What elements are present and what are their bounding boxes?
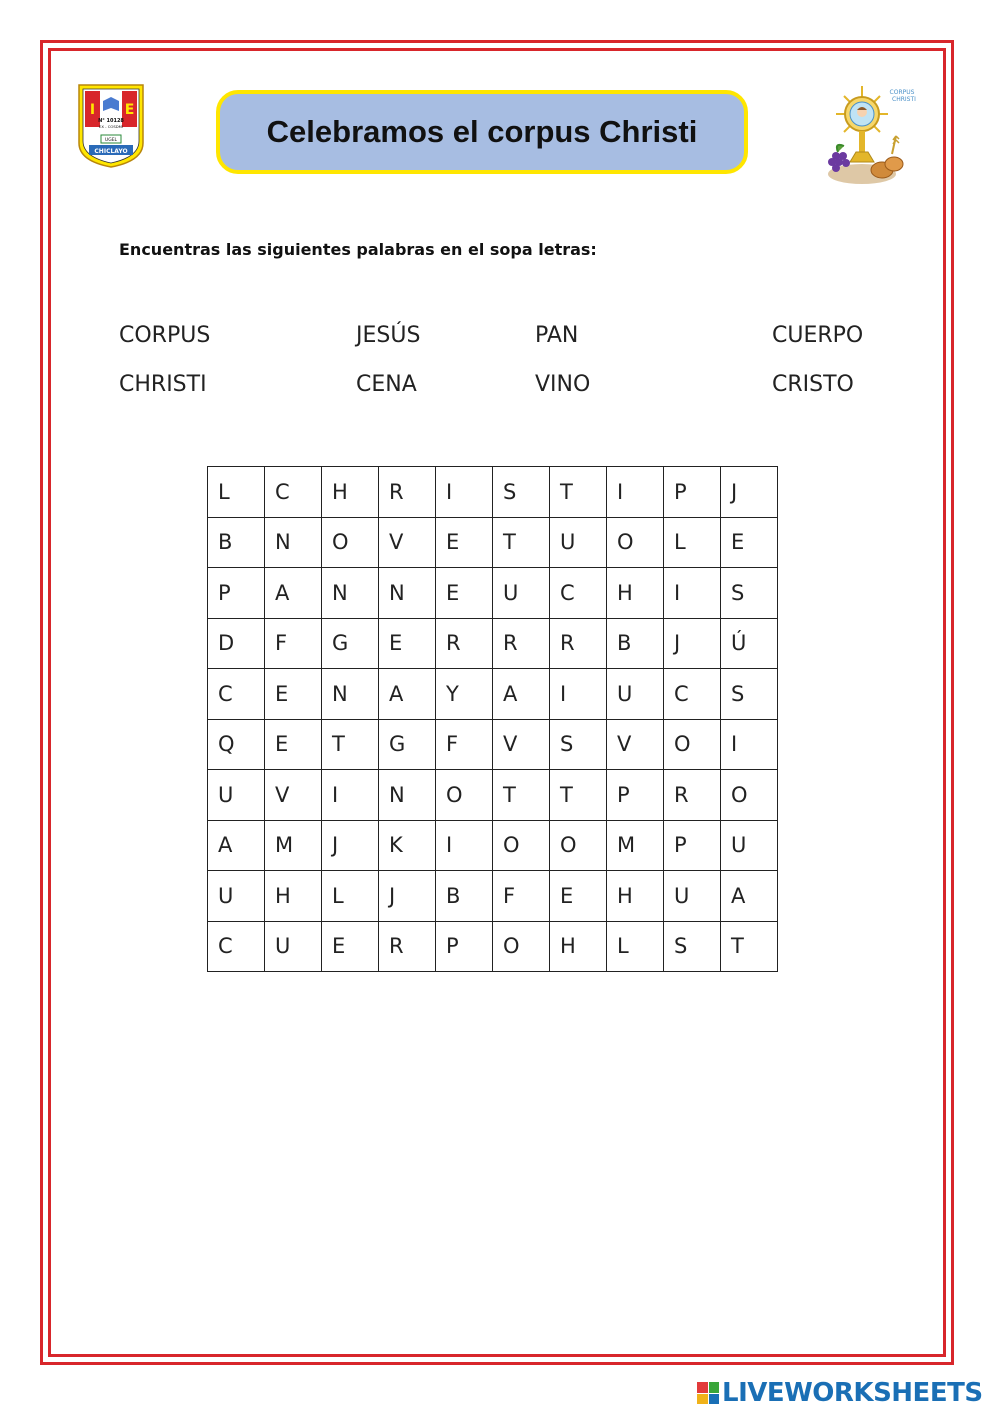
grid-cell[interactable]: Y [436, 669, 493, 720]
word-list-item: CUERPO [772, 323, 864, 348]
grid-cell[interactable]: U [208, 871, 265, 922]
instructions-text: Encuentras las siguientes palabras en el sopa letras: [119, 240, 597, 259]
grid-cell[interactable]: C [664, 669, 721, 720]
grid-cell[interactable]: Ú [721, 618, 778, 669]
liveworksheets-icon [697, 1382, 719, 1404]
grid-cell[interactable]: T [721, 921, 778, 972]
grid-cell[interactable]: F [265, 618, 322, 669]
word-list-item: JESÚS [356, 323, 421, 348]
grid-row [208, 871, 778, 922]
grid-cell[interactable]: P [607, 770, 664, 821]
grid-cell[interactable]: O [493, 820, 550, 871]
grid-cell[interactable]: L [607, 921, 664, 972]
grid-cell[interactable]: I [322, 770, 379, 821]
word-list-item: CRISTO [772, 372, 854, 397]
grid-cell[interactable]: L [208, 467, 265, 518]
svg-text:EX - COSDMI: EX - COSDMI [98, 124, 124, 129]
grid-cell[interactable]: U [721, 820, 778, 871]
grid-cell[interactable]: L [322, 871, 379, 922]
grid-cell[interactable]: E [265, 719, 322, 770]
grid-cell[interactable]: O [493, 921, 550, 972]
word-list-item: VINO [535, 372, 591, 397]
grid-cell[interactable]: E [379, 618, 436, 669]
grid-cell[interactable]: N [379, 770, 436, 821]
grid-cell[interactable]: E [436, 517, 493, 568]
grid-cell[interactable]: U [550, 517, 607, 568]
grid-cell[interactable]: V [265, 770, 322, 821]
grid-cell[interactable]: H [550, 921, 607, 972]
grid-cell[interactable]: A [379, 669, 436, 720]
grid-cell[interactable]: N [322, 568, 379, 619]
grid-cell[interactable]: U [208, 770, 265, 821]
grid-cell[interactable]: P [664, 820, 721, 871]
grid-cell[interactable]: A [208, 820, 265, 871]
grid-cell[interactable]: D [208, 618, 265, 669]
grid-cell[interactable]: E [721, 517, 778, 568]
grid-cell[interactable]: G [379, 719, 436, 770]
grid-cell[interactable]: U [607, 669, 664, 720]
grid-row [208, 719, 778, 770]
grid-cell[interactable]: V [493, 719, 550, 770]
art-caption-line-2: CHRISTI [892, 96, 916, 103]
grid-cell[interactable]: R [550, 618, 607, 669]
grid-cell[interactable]: H [265, 871, 322, 922]
grid-cell[interactable]: S [664, 921, 721, 972]
grid-cell[interactable]: I [664, 568, 721, 619]
grid-cell[interactable]: U [493, 568, 550, 619]
grid-cell[interactable]: F [493, 871, 550, 922]
grid-cell[interactable]: R [493, 618, 550, 669]
grid-cell[interactable]: B [607, 618, 664, 669]
grid-cell[interactable]: I [607, 467, 664, 518]
svg-text:E: E [124, 102, 135, 118]
grid-cell[interactable]: O [721, 770, 778, 821]
grid-cell[interactable]: F [436, 719, 493, 770]
grid-cell[interactable]: O [664, 719, 721, 770]
grid-cell[interactable]: S [721, 568, 778, 619]
grid-row [208, 467, 778, 518]
grid-cell[interactable]: H [322, 467, 379, 518]
grid-cell[interactable]: I [436, 467, 493, 518]
grid-cell[interactable]: O [436, 770, 493, 821]
grid-cell[interactable]: E [322, 921, 379, 972]
grid-cell[interactable]: J [664, 618, 721, 669]
grid-cell[interactable]: H [607, 568, 664, 619]
grid-row [208, 568, 778, 619]
grid-cell[interactable]: M [607, 820, 664, 871]
grid-cell[interactable]: O [322, 517, 379, 568]
word-list-item: CORPUS [119, 323, 211, 348]
school-crest-logo [77, 83, 145, 169]
grid-row [208, 921, 778, 972]
grid-cell[interactable]: P [208, 568, 265, 619]
grid-cell[interactable]: I [721, 719, 778, 770]
svg-text:UGEL: UGEL [104, 138, 118, 143]
grid-cell[interactable]: O [607, 517, 664, 568]
page-title: Celebramos el corpus Christi [266, 114, 698, 149]
grid-cell[interactable]: N [379, 568, 436, 619]
svg-text:I: I [89, 102, 96, 118]
grid-cell[interactable]: J [322, 820, 379, 871]
grid-cell[interactable]: T [322, 719, 379, 770]
grid-row [208, 820, 778, 871]
grid-cell[interactable]: V [379, 517, 436, 568]
grid-cell[interactable]: C [208, 669, 265, 720]
word-search-grid [207, 466, 778, 972]
grid-cell[interactable]: K [379, 820, 436, 871]
grid-cell[interactable]: T [493, 517, 550, 568]
svg-text:CHICLAYO: CHICLAYO [94, 148, 128, 155]
grid-row [208, 517, 778, 568]
grid-cell[interactable]: L [664, 517, 721, 568]
grid-cell[interactable]: J [721, 467, 778, 518]
grid-cell[interactable]: P [664, 467, 721, 518]
liveworksheets-logo [697, 1378, 983, 1408]
grid-cell[interactable]: C [208, 921, 265, 972]
grid-cell[interactable]: R [379, 921, 436, 972]
grid-row [208, 669, 778, 720]
grid-cell[interactable]: T [550, 770, 607, 821]
grid-cell[interactable]: R [379, 467, 436, 518]
grid-cell[interactable]: S [493, 467, 550, 518]
grid-cell[interactable]: E [436, 568, 493, 619]
grid-cell[interactable]: I [550, 669, 607, 720]
grid-row [208, 618, 778, 669]
grid-cell[interactable]: S [550, 719, 607, 770]
grid-cell[interactable]: O [550, 820, 607, 871]
grid-cell[interactable]: S [721, 669, 778, 720]
grid-cell[interactable]: C [550, 568, 607, 619]
grid-cell[interactable]: R [664, 770, 721, 821]
grid-cell[interactable]: G [322, 618, 379, 669]
grid-cell[interactable]: R [436, 618, 493, 669]
grid-cell[interactable]: P [436, 921, 493, 972]
corpus-christi-illustration [824, 84, 924, 188]
art-caption-line-1: CORPUS [889, 89, 915, 96]
grid-cell[interactable]: M [265, 820, 322, 871]
grid-cell[interactable]: A [721, 871, 778, 922]
grid-cell[interactable]: U [664, 871, 721, 922]
grid-cell[interactable]: T [550, 467, 607, 518]
grid-cell[interactable]: B [208, 517, 265, 568]
grid-cell[interactable]: I [436, 820, 493, 871]
grid-cell[interactable]: V [607, 719, 664, 770]
grid-cell[interactable]: T [493, 770, 550, 821]
grid-cell[interactable]: A [265, 568, 322, 619]
grid-cell[interactable]: N [322, 669, 379, 720]
grid-cell[interactable]: U [265, 921, 322, 972]
grid-cell[interactable]: E [550, 871, 607, 922]
word-list-item: CHRISTI [119, 372, 207, 397]
grid-cell[interactable]: A [493, 669, 550, 720]
grid-cell[interactable]: N [265, 517, 322, 568]
liveworksheets-brand: LIVEWORKSHEETS [722, 1378, 983, 1408]
word-list-item: PAN [535, 323, 579, 348]
grid-cell[interactable]: C [265, 467, 322, 518]
grid-cell[interactable]: B [436, 871, 493, 922]
grid-cell[interactable]: E [265, 669, 322, 720]
grid-cell[interactable]: J [379, 871, 436, 922]
svg-text:N° 10128: N° 10128 [98, 118, 124, 124]
title-banner [216, 90, 748, 174]
grid-row [208, 770, 778, 821]
word-list-item: CENA [356, 372, 417, 397]
grid-cell[interactable]: Q [208, 719, 265, 770]
grid-cell[interactable]: H [607, 871, 664, 922]
